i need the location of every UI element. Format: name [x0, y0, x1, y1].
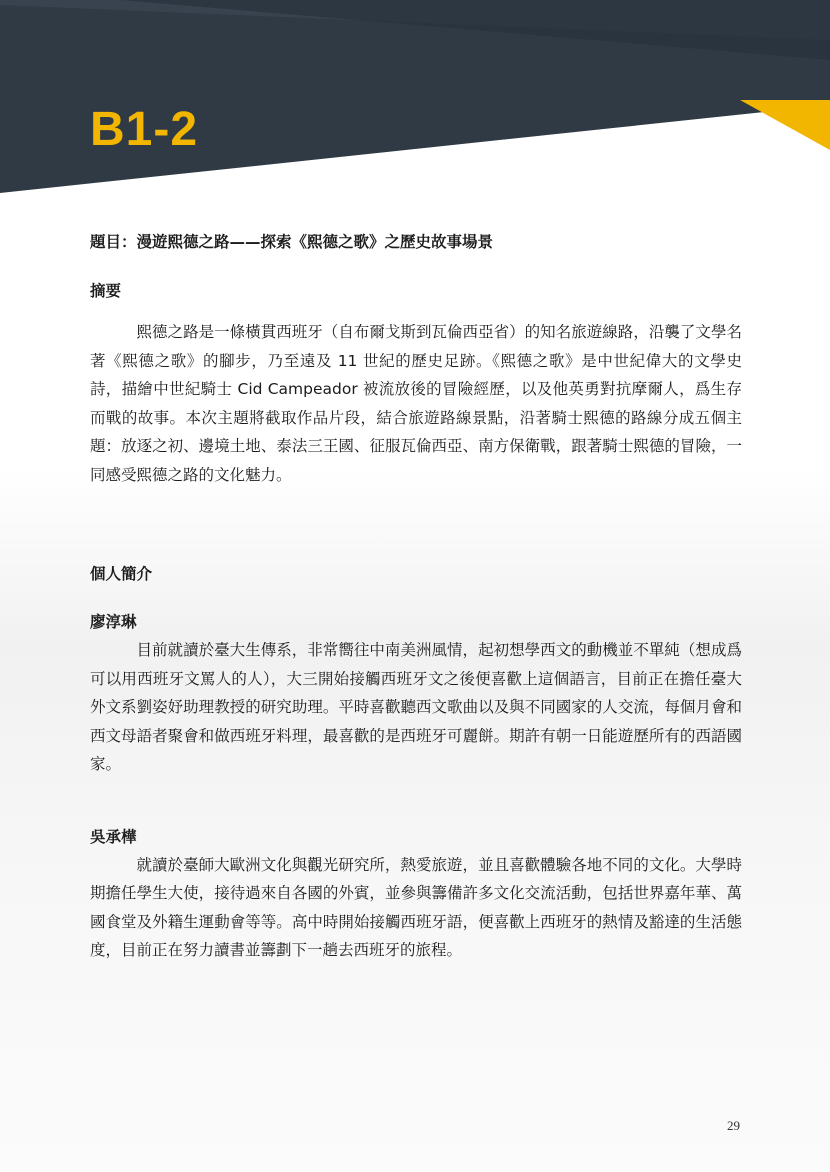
- abstract-paragraph: 熙德之路是一條橫貫西班牙（自布爾戈斯到瓦倫西亞省）的知名旅遊線路，沿襲了文學名著《熙德之歌》的腳步，乃至遠及 11 世紀的歷史足跡。《熙德之歌》是中世紀偉大的文學史詩，描繪中世紀騎士 Cid Campeador 被流放後的冒險經歷，以及他英勇對抗摩爾人，爲生存而戰的故事。本次主題將截取作品片段，結合旅遊路線景點，沿著騎士熙德的路線分成五個主題：放逐之初、邊境土地、泰法三王國、征服瓦倫西亞、南方保衛戰，跟著騎士熙德的冒險，一同感受熙德之路的文化魅力。: [90, 323, 742, 484]
- document-body: [90, 230, 742, 965]
- profile-name-2: 吳承樺: [90, 827, 137, 846]
- document-title: 題目：漫遊熙德之路——探索《熙德之歌》之歷史故事場景: [90, 233, 494, 251]
- profile-name-1: 廖淳琳: [90, 613, 137, 631]
- header-banner: [0, 0, 830, 200]
- abstract-heading: 摘要: [90, 282, 122, 300]
- page-number: 29: [727, 1118, 740, 1133]
- profiles-heading: 個人簡介: [90, 565, 153, 583]
- profile-bio-2: 就讀於臺師大歐洲文化與觀光研究所，熱愛旅遊，並且喜歡體驗各地不同的文化。大學時期擔任學生大使，接待過來自各國的外賓，並參與籌備許多文化交流活動，包括世界嘉年華、萬國食堂及外籍生運動會等等。高中時開始接觸西班牙語，便喜歡上西班牙的熱情及豁達的生活態度，目前正在努力讀書並籌劃下一趟去西班牙的旅程。: [90, 855, 742, 959]
- profile-bio-1: 目前就讀於臺大生傳系，非常嚮往中南美洲風情，起初想學西文的動機並不單純（想成爲可以用西班牙文罵人的人），大三開始接觸西班牙文之後便喜歡上這個語言，目前正在擔任臺大外文系劉姿妤助理教授的研究助理。平時喜歡聽西文歌曲以及與不同國家的人交流，每個月會和西文母語者聚會和做西班牙料理，最喜歡的是西班牙可麗餅。期許有朝一日能遊歷所有的西語國家。: [90, 641, 742, 773]
- section-badge: B1-2: [90, 103, 199, 156]
